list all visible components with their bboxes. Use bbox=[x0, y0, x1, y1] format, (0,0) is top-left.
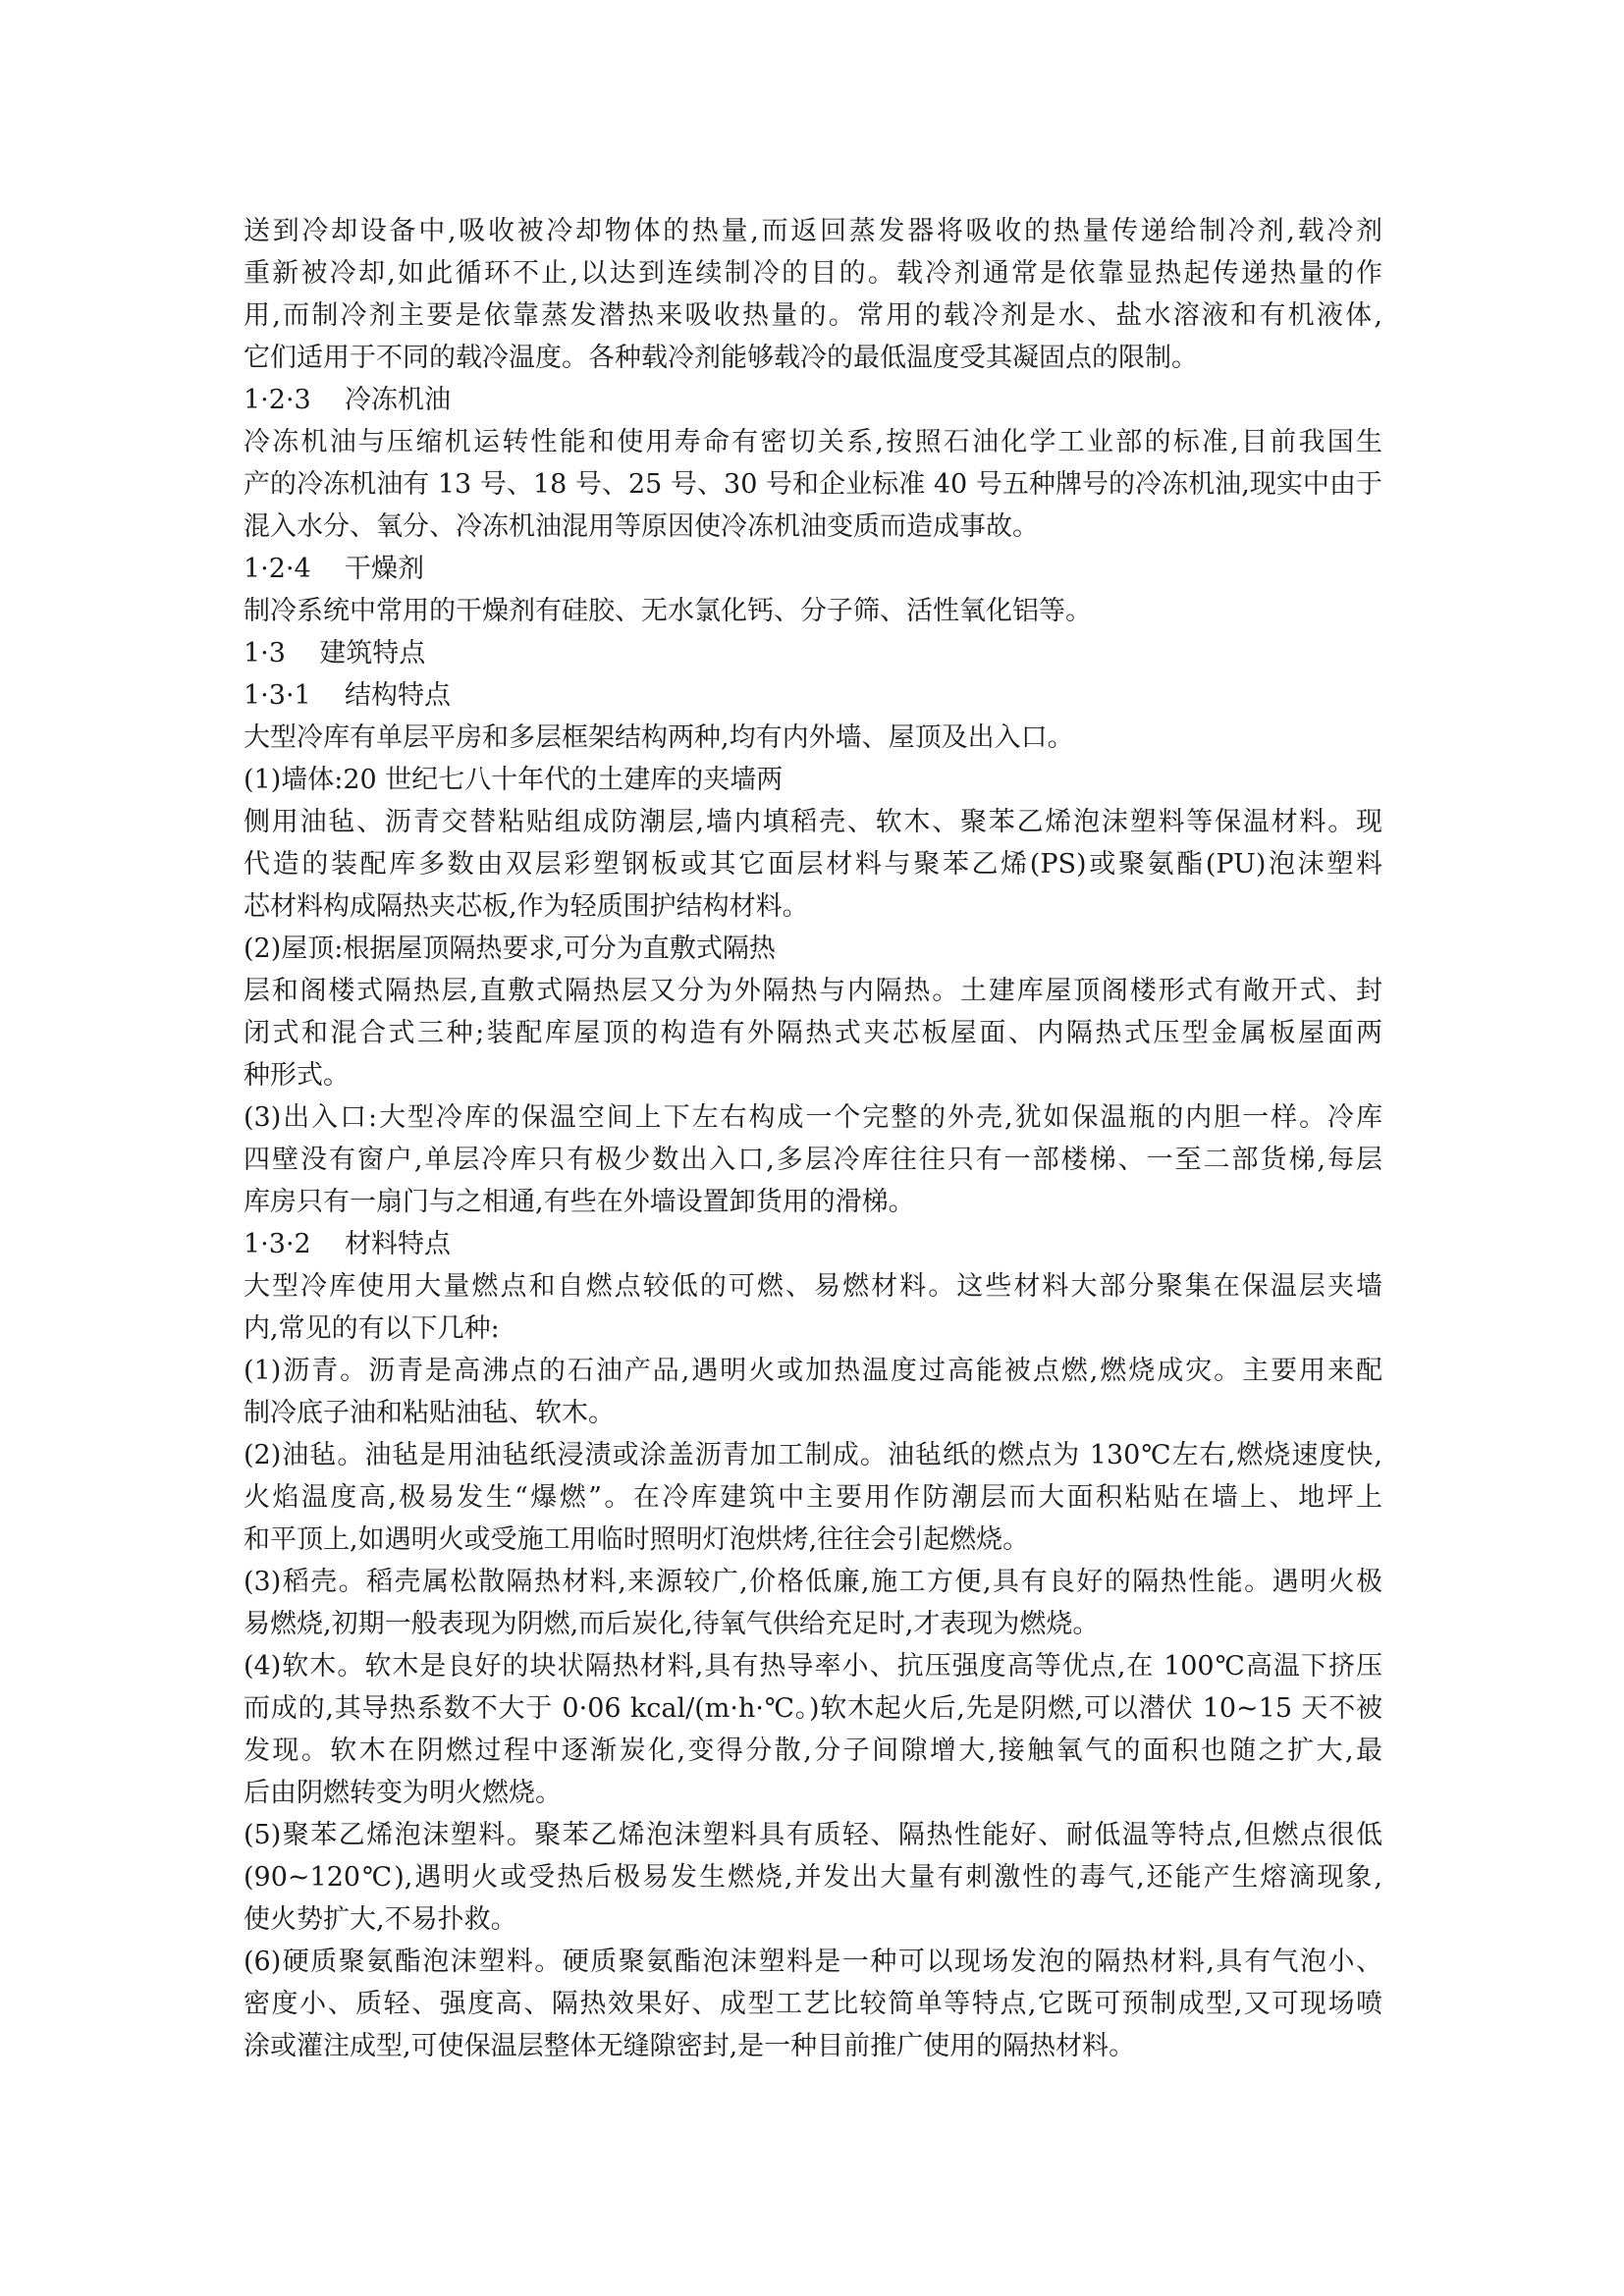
paragraph-refrigerant-carrier bbox=[244, 210, 1382, 379]
text-line: 库房只有一扇门与之相通,有些在外墙设置卸货用的滑梯。 bbox=[244, 1187, 915, 1217]
paragraph-desiccant bbox=[244, 590, 1382, 632]
paragraph-roof-body bbox=[244, 970, 1382, 1096]
section-number: 1·3·2 bbox=[244, 1229, 311, 1259]
section-heading-1-2-4 bbox=[244, 548, 1382, 590]
text-line: 用,而制冷剂主要是依靠蒸发潜热来吸收热量的。常用的载冷剂是水、盐水溶液和有机液体, bbox=[244, 300, 1382, 331]
paragraph-materials-intro bbox=[244, 1265, 1382, 1350]
text-line: 它们适用于不同的载冷温度。各种载冷剂能够载冷的最低温度受其凝固点的限制。 bbox=[244, 343, 1198, 373]
paragraph-roof-label bbox=[244, 928, 1382, 970]
paragraph-asphalt bbox=[244, 1350, 1382, 1434]
text-line: (1)沥青。沥青是高沸点的石油产品,遇明火或加热温度过高能被点燃,燃烧成灾。主要用来配 bbox=[244, 1356, 1382, 1386]
text-line: 易燃烧,初期一般表现为阴燃,而后炭化,待氧气供给充足时,才表现为燃烧。 bbox=[244, 1609, 1100, 1639]
text-line: 发现。软木在阴燃过程中逐渐炭化,变得分散,分子间隙增大,接触氧气的面积也随之扩大,最 bbox=[244, 1735, 1382, 1766]
text-line: (3)出入口:大型冷库的保温空间上下左右构成一个完整的外壳,犹如保温瓶的内胆一样。冷库 bbox=[244, 1102, 1382, 1133]
section-title: 结构特点 bbox=[345, 680, 452, 711]
section-heading-1-2-3 bbox=[244, 379, 1382, 421]
document-page bbox=[244, 210, 1382, 2067]
text-line: (2)屋顶:根据屋顶隔热要求,可分为直敷式隔热 bbox=[244, 934, 776, 964]
paragraph-polystyrene bbox=[244, 1814, 1382, 1941]
text-line: 代造的装配库多数由双层彩塑钢板或其它面层材料与聚苯乙烯(PS)或聚氨酯(PU)泡沫塑料 bbox=[244, 849, 1382, 880]
paragraph-wall-body bbox=[244, 801, 1382, 928]
text-line: 大型冷库有单层平房和多层框架结构两种,均有内外墙、屋顶及出入口。 bbox=[244, 722, 1074, 753]
paragraph-wall-label bbox=[244, 759, 1382, 801]
text-line: 制冷底子油和粘贴油毡、软木。 bbox=[244, 1398, 615, 1428]
section-number: 1·2·4 bbox=[244, 554, 311, 584]
paragraph-polyurethane bbox=[244, 1941, 1382, 2067]
text-line: 大型冷库使用大量燃点和自燃点较低的可燃、易燃材料。这些材料大部分聚集在保温层夹墙 bbox=[244, 1271, 1382, 1302]
text-line: 制冷系统中常用的干燥剂有硅胶、无水氯化钙、分子筛、活性氧化铝等。 bbox=[244, 596, 1092, 626]
text-line: 四壁没有窗户,单层冷库只有极少数出入口,多层冷库往往只有一部楼梯、一至二部货梯,每层 bbox=[244, 1145, 1382, 1175]
text-line: 送到冷却设备中,吸收被冷却物体的热量,而返回蒸发器将吸收的热量传递给制冷剂,载冷剂 bbox=[244, 216, 1382, 246]
text-line: (2)油毡。油毡是用油毡纸浸渍或涂盖沥青加工制成。油毡纸的燃点为 130℃左右,燃烧速度快, bbox=[244, 1440, 1382, 1470]
section-heading-1-3-2 bbox=[244, 1223, 1382, 1265]
text-line: (90~120℃),遇明火或受热后极易发生燃烧,并发出大量有刺激性的毒气,还能产生熔滴现象, bbox=[244, 1862, 1382, 1893]
paragraph-structure-intro bbox=[244, 717, 1382, 759]
text-line: 涂或灌注成型,可使保温层整体无缝隙密封,是一种目前推广使用的隔热材料。 bbox=[244, 2031, 1136, 2061]
section-heading-1-3-1 bbox=[244, 674, 1382, 717]
section-number: 1·2·3 bbox=[244, 385, 311, 415]
text-line: 混入水分、氧分、冷冻机油混用等原因使冷冻机油变质而造成事故。 bbox=[244, 511, 1039, 542]
text-line: 后由阴燃转变为明火燃烧。 bbox=[244, 1778, 562, 1808]
paragraph-refrigerator-oil bbox=[244, 421, 1382, 548]
text-line: 重新被冷却,如此循环不止,以达到连续制冷的目的。载冷剂通常是依靠显热起传递热量的作 bbox=[244, 258, 1382, 289]
text-line: 内,常见的有以下几种: bbox=[244, 1313, 500, 1344]
text-line: 火焰温度高,极易发生“爆燃”。在冷库建筑中主要用作防潮层而大面积粘贴在墙上、地坪上 bbox=[244, 1482, 1382, 1513]
text-line: (3)稻壳。稻壳属松散隔热材料,来源较广,价格低廉,施工方便,具有良好的隔热性能。遇明火极 bbox=[244, 1567, 1382, 1597]
paragraph-entrance bbox=[244, 1096, 1382, 1223]
text-line: 种形式。 bbox=[244, 1060, 350, 1091]
section-title: 干燥剂 bbox=[345, 554, 425, 584]
text-line: 芯材料构成隔热夹芯板,作为轻质围护结构材料。 bbox=[244, 891, 809, 922]
text-line: 闭式和混合式三种;装配库屋顶的构造有外隔热式夹芯板屋面、内隔热式压型金属板屋面两 bbox=[244, 1018, 1382, 1048]
section-title: 材料特点 bbox=[345, 1229, 452, 1259]
paragraph-felt bbox=[244, 1434, 1382, 1561]
section-number: 1·3 bbox=[244, 638, 286, 668]
text-line: 冷冻机油与压缩机运转性能和使用寿命有密切关系,按照石油化学工业部的标准,目前我国生 bbox=[244, 427, 1382, 457]
section-title: 冷冻机油 bbox=[345, 385, 452, 415]
section-number: 1·3·1 bbox=[244, 680, 311, 711]
paragraph-rice-husk bbox=[244, 1561, 1382, 1645]
text-line: (1)墙体:20 世纪七八十年代的土建库的夹墙两 bbox=[244, 765, 784, 795]
text-line: 侧用油毡、沥青交替粘贴组成防潮层,墙内填稻壳、软木、聚苯乙烯泡沫塑料等保温材料。现 bbox=[244, 807, 1382, 837]
text-line: 产的冷冻机油有 13 号、18 号、25 号、30 号和企业标准 40 号五种牌号的冷冻机油,现实中由于 bbox=[244, 469, 1382, 500]
text-line: (4)软木。软木是良好的块状隔热材料,具有热导率小、抗压强度高等优点,在 100℃高温下挤压 bbox=[244, 1651, 1382, 1682]
text-line: 层和阁楼式隔热层,直敷式隔热层又分为外隔热与内隔热。土建库屋顶阁楼形式有敞开式、封 bbox=[244, 976, 1382, 1006]
section-title: 建筑特点 bbox=[319, 638, 426, 668]
paragraph-cork bbox=[244, 1645, 1382, 1814]
text-line: (6)硬质聚氨酯泡沫塑料。硬质聚氨酯泡沫塑料是一种可以现场发泡的隔热材料,具有气泡小、 bbox=[244, 1947, 1382, 1977]
text-line: 和平顶上,如遇明火或受施工用临时照明灯泡烘烤,往往会引起燃烧。 bbox=[244, 1524, 1030, 1555]
section-heading-1-3 bbox=[244, 632, 1382, 674]
text-line: 使火势扩大,不易扑救。 bbox=[244, 1904, 517, 1935]
text-line: (5)聚苯乙烯泡沫塑料。聚苯乙烯泡沫塑料具有质轻、隔热性能好、耐低温等特点,但燃点很低 bbox=[244, 1820, 1382, 1850]
text-line: 而成的,其导热系数不大于 0·06 kcal/(m·h·℃。)软木起火后,先是阴燃,可以潜伏 10~15 天不被 bbox=[244, 1693, 1382, 1724]
text-line: 密度小、质轻、强度高、隔热效果好、成型工艺比较简单等特点,它既可预制成型,又可现场喷 bbox=[244, 1989, 1382, 2019]
